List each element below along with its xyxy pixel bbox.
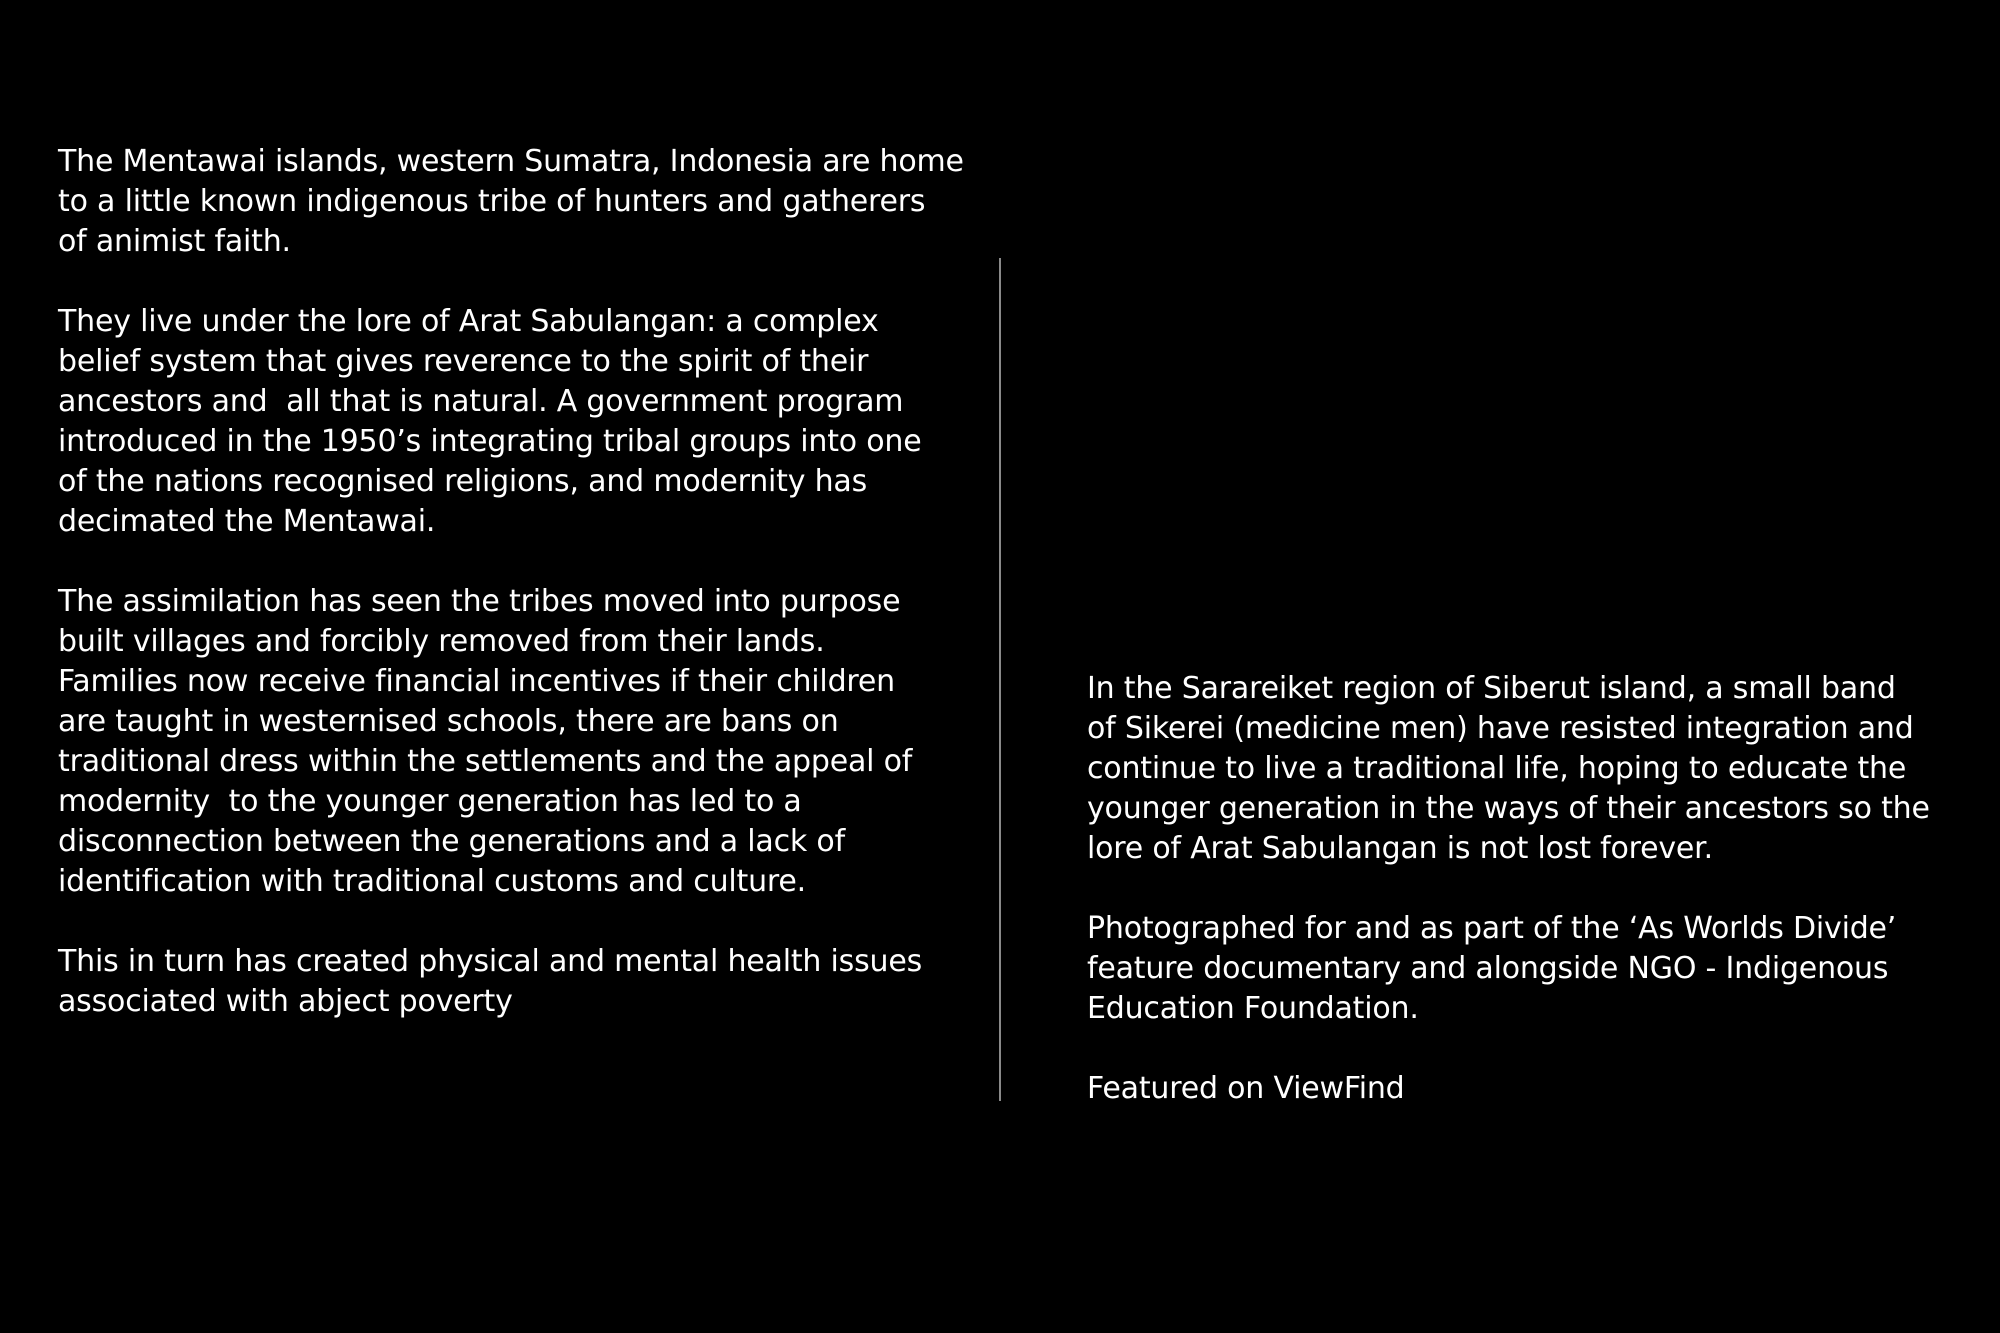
intro-paragraph: The Mentawai islands, western Sumatra, Indonesia are home to a little known indigenous tribe of hunters and gatherers of animist faith. [58, 144, 964, 259]
assimilation-paragraph: The assimilation has seen the tribes moved into purpose built villages and forcibly removed from their lands. Families now receive financial incentives if their children are taught in westernised schools, there are bans on traditional dress within the settlements and the appeal of modernity to the younger generation has led to a disconnection between the generations and a lack of identification with traditional customs and culture. [58, 584, 913, 899]
column-divider [999, 258, 1001, 1101]
featured-on-paragraph: Featured on ViewFind [1087, 1071, 1405, 1106]
documentary-credit-paragraph: Photographed for and as part of the ‘As Worlds Divide’ feature documentary and alongside NGO - Indigenous Education Foundation. [1087, 911, 1897, 1026]
belief-system-paragraph: They live under the lore of Arat Sabulangan: a complex belief system that gives reverence to the spirit of their ancestors and all that is natural. A government program introduced in the 1950’s integrating tribal groups into one of the nations recognised religions, and modernity has decimated the Mentawai. [58, 304, 922, 539]
right-text-column [1087, 669, 1967, 1149]
health-issues-paragraph: This in turn has created physical and mental health issues associated with abject poverty [58, 944, 923, 1019]
left-text-column [58, 142, 988, 1062]
sikerei-paragraph: In the Sarareiket region of Siberut island, a small band of Sikerei (medicine men) have resisted integration and continue to live a traditional life, hoping to educate the younger generation in the ways of their ancestors so the lore of Arat Sabulangan is not lost forever. [1087, 671, 1930, 866]
